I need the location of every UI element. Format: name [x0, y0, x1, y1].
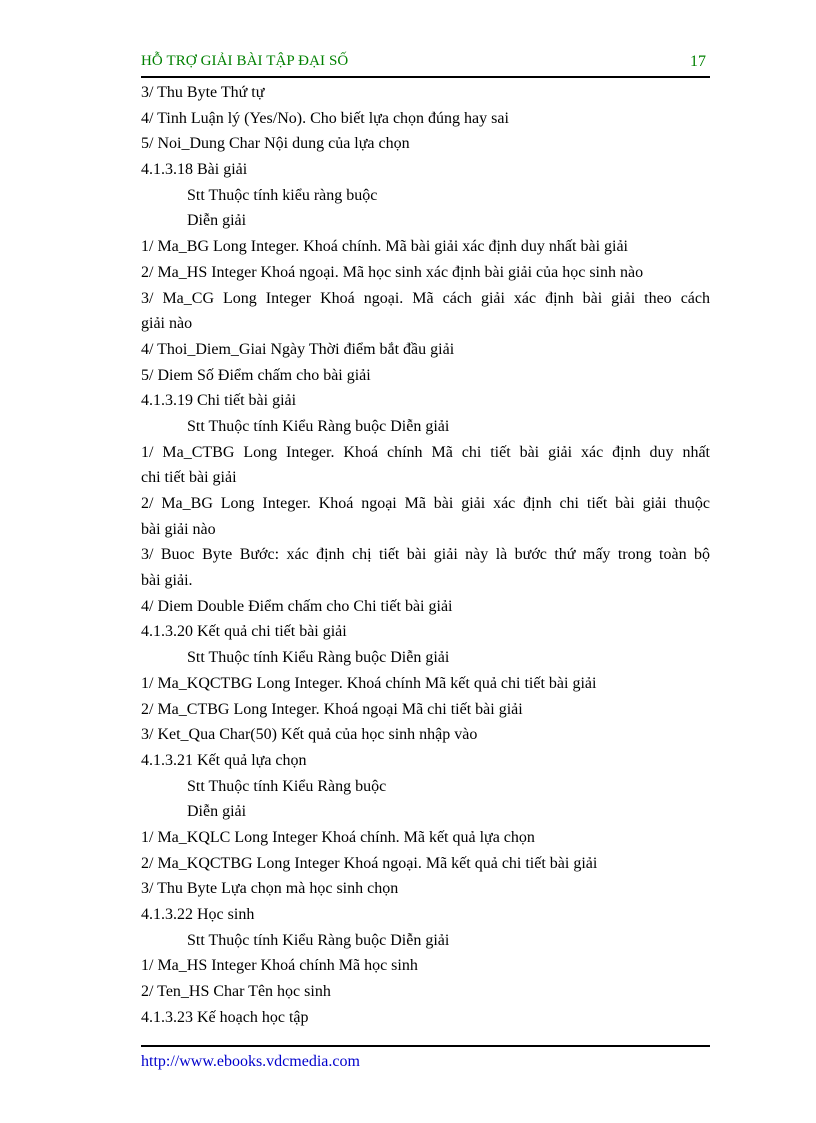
document-body	[141, 80, 710, 1030]
table-header-line: Stt Thuộc tính Kiểu Ràng buộc	[187, 777, 387, 795]
header-title: HỖ TRỢ GIẢI BÀI TẬP ĐẠI SỐ	[141, 53, 349, 69]
text-line: 4/ Diem Double Điểm chấm cho Chi tiết bài giải	[141, 597, 453, 615]
text-line: 5/ Noi_Dung Char Nội dung của lựa chọn	[141, 135, 410, 153]
text-line: 5/ Diem Số Điểm chấm cho bài giải	[141, 366, 371, 384]
text-line: 1/ Ma_CTBG Long Integer. Khoá chính Mã chi tiết bài giải xác định duy nhất	[141, 443, 710, 461]
text-line: 1/ Ma_KQLC Long Integer Khoá chính. Mã kết quả lựa chọn	[141, 828, 535, 846]
text-line: bài giải nào	[141, 520, 216, 538]
text-line: 2/ Ten_HS Char Tên học sinh	[141, 983, 331, 1001]
text-line: 2/ Ma_BG Long Integer. Khoá ngoại Mã bài giải xác định chi tiết bài giải thuộc	[141, 495, 710, 512]
text-line: 3/ Thu Byte Thứ tự	[141, 84, 265, 101]
footer-link[interactable]: http://www.ebooks.vdcmedia.com	[141, 1053, 360, 1070]
text-line: 3/ Buoc Byte Bước: xác định chị tiết bài giải này là bước thứ mấy trong toàn bộ	[141, 546, 710, 564]
table-header-line: Diễn giải	[187, 212, 247, 230]
text-line: chi tiết bài giải	[141, 469, 237, 487]
text-line: 3/ Thu Byte Lựa chọn mà học sinh chọn	[141, 880, 399, 898]
section-heading: 4.1.3.23 Kế hoạch học tập	[141, 1008, 309, 1026]
section-heading: 4.1.3.21 Kết quả lựa chọn	[141, 751, 307, 769]
text-line: 1/ Ma_HS Integer Khoá chính Mã học sinh	[141, 957, 418, 975]
text-line: bài giải.	[141, 572, 193, 590]
text-line: 4/ Tinh Luận lý (Yes/No). Cho biết lựa chọn đúng hay sai	[141, 109, 509, 127]
page-number: 17	[690, 53, 706, 70]
text-line: 1/ Ma_KQCTBG Long Integer. Khoá chính Mã kết quả chi tiết bài giải	[141, 674, 597, 692]
text-line: 2/ Ma_KQCTBG Long Integer Khoá ngoại. Mã kết quả chi tiết bài giải	[141, 854, 598, 872]
text-line: 4/ Thoi_Diem_Giai Ngày Thời điểm bắt đầu giải	[141, 340, 455, 358]
section-heading: 4.1.3.20 Kết quả chi tiết bài giải	[141, 623, 347, 641]
text-line: 1/ Ma_BG Long Integer. Khoá chính. Mã bài giải xác định duy nhất bài giải	[141, 238, 628, 256]
table-header-line: Stt Thuộc tính kiểu ràng buộc	[187, 186, 378, 204]
text-line: 3/ Ket_Qua Char(50) Kết quả của học sinh nhập vào	[141, 726, 478, 744]
text-line: 3/ Ma_CG Long Integer Khoá ngoại. Mã cách giải xác định bài giải theo cách	[141, 289, 710, 307]
section-heading: 4.1.3.22 Học sinh	[141, 906, 255, 923]
footer-divider	[141, 1045, 710, 1047]
text-line: giải nào	[141, 315, 193, 333]
text-line: 2/ Ma_CTBG Long Integer. Khoá ngoại Mã chi tiết bài giải	[141, 700, 523, 718]
table-header-line: Stt Thuộc tính Kiểu Ràng buộc Diễn giải	[187, 649, 450, 667]
section-heading: 4.1.3.18 Bài giải	[141, 161, 248, 179]
header-divider	[141, 76, 710, 78]
table-header-line: Stt Thuộc tính Kiểu Ràng buộc Diễn giải	[187, 931, 450, 949]
table-header-line: Diễn giải	[187, 803, 247, 821]
text-line: 2/ Ma_HS Integer Khoá ngoại. Mã học sinh xác định bài giải của học sinh nào	[141, 263, 644, 281]
section-heading: 4.1.3.19 Chi tiết bài giải	[141, 392, 297, 410]
table-header-line: Stt Thuộc tính Kiểu Ràng buộc Diễn giải	[187, 417, 450, 435]
